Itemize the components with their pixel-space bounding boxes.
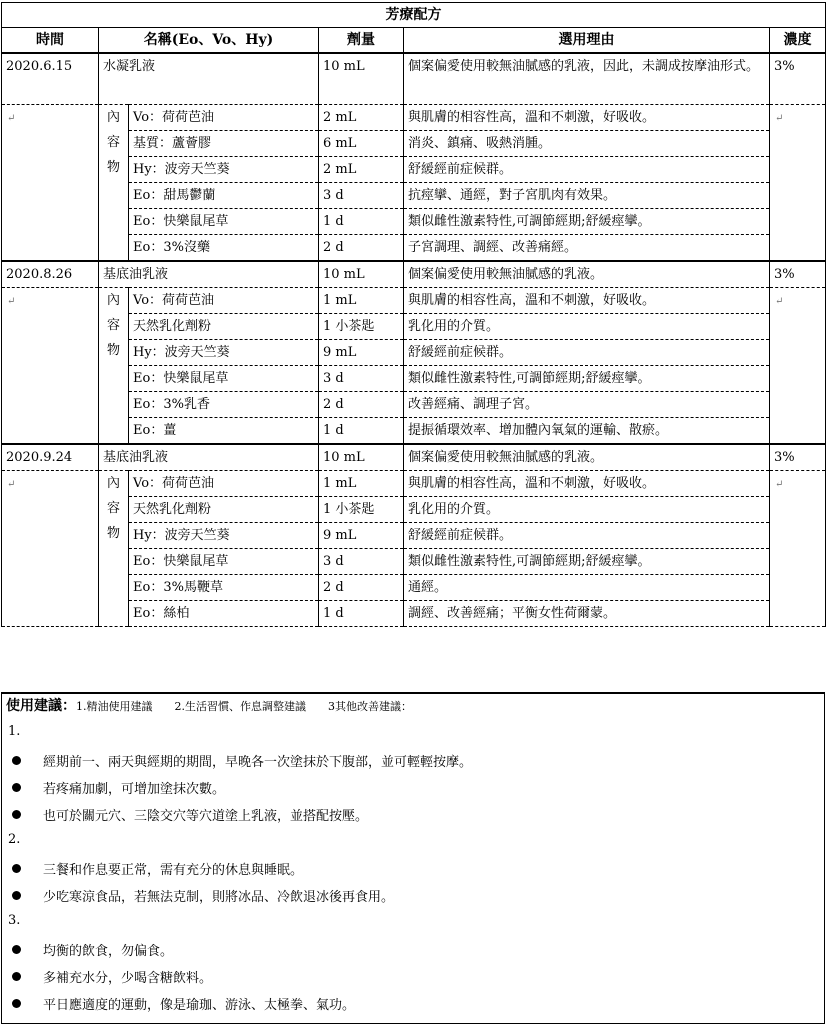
aromatherapy-formula-document: [1, 2, 825, 627]
header-name: 名稱(Eo、Vo、Hy): [99, 28, 319, 54]
concentration-blank: ↵: [770, 471, 826, 627]
bullet-dot-icon: [12, 864, 21, 873]
usage-suggestions: [1, 692, 825, 1024]
table-title: 芳療配方: [2, 3, 826, 28]
formula-base-dose: 10 mL: [319, 444, 404, 471]
suggestions-heading: 使用建議：1.精油使用建議 2.生活習慣、作息調整建議 3其他改善建議：: [6, 698, 412, 714]
suggestion-group-number: 3.: [8, 913, 21, 928]
ingredient-name: Vo：荷荷芭油: [129, 288, 319, 314]
formula-base-name: 基底油乳液: [99, 261, 319, 288]
ingredient-reason: 舒緩經前症候群。: [404, 157, 770, 183]
formula-date-blank: ↵: [2, 471, 99, 627]
ingredient-name: Hy：波旁天竺葵: [129, 523, 319, 549]
formula-base-dose: 10 mL: [319, 53, 404, 105]
contents-label-char: 容: [106, 501, 120, 516]
contents-label-char: 內: [106, 476, 120, 491]
ingredient-row: [2, 105, 826, 131]
formula-date: 2020.9.24: [2, 444, 99, 471]
ingredient-reason: 與肌膚的相容性高，溫和不刺激，好吸收。: [404, 471, 770, 497]
ingredient-name: Eo：薑: [129, 418, 319, 445]
contents-label-char: 物: [106, 526, 120, 541]
formula-base-dose: 10 mL: [319, 261, 404, 288]
suggestion-group-number: 2.: [8, 832, 21, 847]
suggestion-bullet: 平日應適度的運動，像是瑜珈、游泳、太極拳、氣功。: [12, 994, 355, 1013]
contents-label: [99, 288, 129, 445]
ingredient-name: 天然乳化劑粉: [129, 497, 319, 523]
ingredient-reason: 與肌膚的相容性高，溫和不刺激，好吸收。: [404, 105, 770, 131]
contents-label-char: 內: [106, 293, 120, 308]
suggestion-group-number: 1.: [8, 724, 21, 739]
suggestion-bullet: 多補充水分，少喝含糖飲料。: [12, 967, 212, 986]
ingredient-name: Eo：3%乳香: [129, 392, 319, 418]
ingredient-reason: 提振循環效率、增加體內氧氣的運輸、散瘀。: [404, 418, 770, 445]
concentration-blank: ↵: [770, 288, 826, 445]
ingredient-name: Hy：波旁天竺葵: [129, 340, 319, 366]
ingredient-reason: 乳化用的介質。: [404, 314, 770, 340]
ingredient-reason: 改善經痛、調理子宮。: [404, 392, 770, 418]
formula-base-reason: 個案偏愛使用較無油膩感的乳液。: [404, 444, 770, 471]
suggestion-bullet: 經期前一、兩天與經期的期間，早晚各一次塗抹於下腹部，並可輕輕按摩。: [12, 751, 472, 770]
ingredient-dose: 3 d: [319, 549, 404, 575]
formula-date-blank: ↵: [2, 105, 99, 262]
ingredient-name: Eo：快樂鼠尾草: [129, 366, 319, 392]
ingredient-name: Eo：3%沒藥: [129, 235, 319, 262]
ingredient-dose: 2 mL: [319, 105, 404, 131]
bullet-dot-icon: [12, 783, 21, 792]
formula-base-reason: 個案偏愛使用較無油膩感的乳液，因此，未調成按摩油形式。: [404, 53, 770, 105]
bullet-dot-icon: [12, 810, 21, 819]
ingredient-dose: 9 mL: [319, 523, 404, 549]
suggestion-bullet: 均衡的飲食，勿偏食。: [12, 940, 173, 959]
formula-concentration: 3%: [770, 444, 826, 471]
ingredient-row: [2, 471, 826, 497]
formula-concentration: 3%: [770, 261, 826, 288]
bullet-dot-icon: [12, 945, 21, 954]
bullet-dot-icon: [12, 999, 21, 1008]
ingredient-name: 天然乳化劑粉: [129, 314, 319, 340]
ingredient-reason: 類似雌性激素特性,可調節經期;舒緩痙攣。: [404, 549, 770, 575]
ingredient-reason: 抗痙攣、通經，對子宮肌肉有效果。: [404, 183, 770, 209]
ingredient-name: 基質：蘆薈膠: [129, 131, 319, 157]
suggestion-bullet: 少吃寒涼食品，若無法克制，則將冰品、冷飲退冰後再食用。: [12, 886, 394, 905]
formula-sections: [2, 53, 826, 627]
contents-label: [99, 105, 129, 262]
formula-base-name: 基底油乳液: [99, 444, 319, 471]
ingredient-reason: 舒緩經前症候群。: [404, 340, 770, 366]
ingredient-name: Eo：3%馬鞭草: [129, 575, 319, 601]
ingredient-dose: 1 小茶匙: [319, 314, 404, 340]
formula-table: [1, 2, 826, 627]
contents-label-char: 內: [106, 110, 120, 125]
suggestion-bullet: 也可於關元穴、三陰交穴等穴道塗上乳液，並搭配按壓。: [12, 805, 368, 824]
ingredient-dose: 6 mL: [319, 131, 404, 157]
ingredient-name: Vo：荷荷芭油: [129, 105, 319, 131]
header-time: 時間: [2, 28, 99, 54]
ingredient-dose: 2 d: [319, 392, 404, 418]
formula-date-blank: ↵: [2, 288, 99, 445]
bullet-dot-icon: [12, 891, 21, 900]
contents-label-char: 物: [106, 343, 120, 358]
ingredient-dose: 1 小茶匙: [319, 497, 404, 523]
ingredient-dose: 1 mL: [319, 471, 404, 497]
bullet-dot-icon: [12, 972, 21, 981]
ingredient-name: Eo：快樂鼠尾草: [129, 209, 319, 235]
header-concentration: 濃度: [770, 28, 826, 54]
ingredient-row: [2, 288, 826, 314]
ingredient-reason: 類似雌性激素特性,可調節經期;舒緩痙攣。: [404, 366, 770, 392]
formula-base-row: [2, 53, 826, 105]
concentration-blank: ↵: [770, 105, 826, 262]
ingredient-dose: 2 mL: [319, 157, 404, 183]
ingredient-name: Hy：波旁天竺葵: [129, 157, 319, 183]
ingredient-dose: 1 mL: [319, 288, 404, 314]
ingredient-reason: 類似雌性激素特性,可調節經期;舒緩痙攣。: [404, 209, 770, 235]
formula-base-name: 水凝乳液: [99, 53, 319, 105]
ingredient-reason: 調經、改善經痛；平衡女性荷爾蒙。: [404, 601, 770, 627]
ingredient-dose: 3 d: [319, 366, 404, 392]
bullet-dot-icon: [12, 756, 21, 765]
formula-base-reason: 個案偏愛使用較無油膩感的乳液。: [404, 261, 770, 288]
contents-label: [99, 471, 129, 627]
ingredient-dose: 1 d: [319, 418, 404, 445]
ingredient-reason: 通經。: [404, 575, 770, 601]
ingredient-name: Eo：甜馬鬱蘭: [129, 183, 319, 209]
ingredient-reason: 子宮調理、調經、改善痛經。: [404, 235, 770, 262]
contents-label-char: 容: [106, 135, 120, 150]
formula-date: 2020.8.26: [2, 261, 99, 288]
contents-label-char: 物: [106, 160, 120, 175]
ingredient-reason: 舒緩經前症候群。: [404, 523, 770, 549]
ingredient-dose: 1 d: [319, 209, 404, 235]
ingredient-reason: 乳化用的介質。: [404, 497, 770, 523]
suggestion-bullet: 三餐和作息要正常，需有充分的休息與睡眠。: [12, 859, 303, 878]
ingredient-dose: 1 d: [319, 601, 404, 627]
ingredient-dose: 3 d: [319, 183, 404, 209]
formula-base-row: [2, 261, 826, 288]
ingredient-reason: 消炎、鎮痛、吸熱消腫。: [404, 131, 770, 157]
formula-date: 2020.6.15: [2, 53, 99, 105]
ingredient-reason: 與肌膚的相容性高，溫和不刺激，好吸收。: [404, 288, 770, 314]
contents-label-char: 容: [106, 318, 120, 333]
suggestion-bullet: 若疼痛加劇，可增加塗抹次數。: [12, 778, 225, 797]
header-reason: 選用理由: [404, 28, 770, 54]
ingredient-dose: 2 d: [319, 575, 404, 601]
formula-concentration: 3%: [770, 53, 826, 105]
header-dose: 劑量: [319, 28, 404, 54]
ingredient-name: Vo：荷荷芭油: [129, 471, 319, 497]
ingredient-dose: 2 d: [319, 235, 404, 262]
ingredient-name: Eo：絲柏: [129, 601, 319, 627]
ingredient-name: Eo：快樂鼠尾草: [129, 549, 319, 575]
ingredient-dose: 9 mL: [319, 340, 404, 366]
formula-base-row: [2, 444, 826, 471]
